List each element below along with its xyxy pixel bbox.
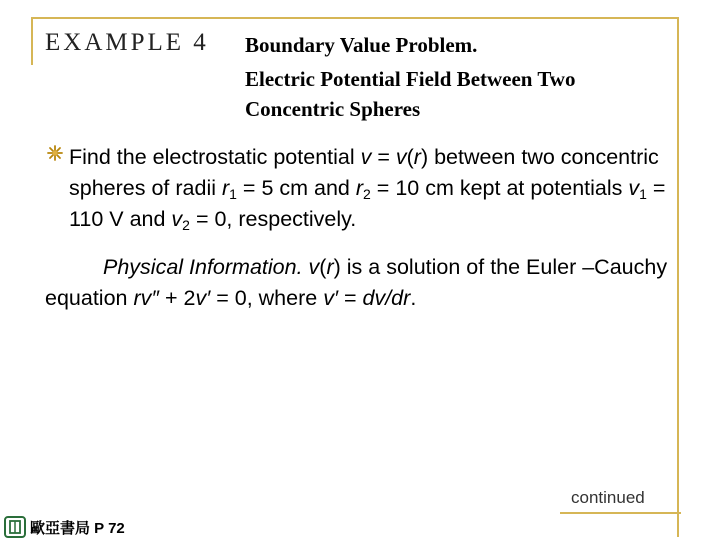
- frame-left-border: [31, 17, 33, 65]
- publisher-logo-icon: [4, 516, 26, 538]
- slide-subtitle: Electric Potential Field Between Two Concentric Spheres: [245, 67, 576, 121]
- example-label: EXAMPLE 4: [45, 29, 209, 56]
- slide-title: Boundary Value Problem.: [245, 33, 478, 57]
- continued-link[interactable]: continued: [571, 488, 645, 507]
- frame-bottom-border: [560, 512, 681, 514]
- publisher-page-ref: 歐亞書局 P 72: [30, 520, 125, 537]
- physical-information: Physical Information. v(r) is a solution of the Euler –Cauchy equation rv″ + 2v′ = 0, where v′ = dv/dr.: [45, 255, 668, 310]
- problem-statement: Find the electrostatic potential v = v(r) between two concentric spheres of radii $r_1 = 5$ cm and $r_2 = 10$ cm kept at potentials $v_1 = 110$ V and $v_2 = 0$, respectively.: [69, 145, 666, 233]
- star-bullet-icon: [46, 144, 64, 162]
- frame-top-border: [31, 17, 679, 19]
- physical-information-label: Physical Information.: [103, 255, 303, 279]
